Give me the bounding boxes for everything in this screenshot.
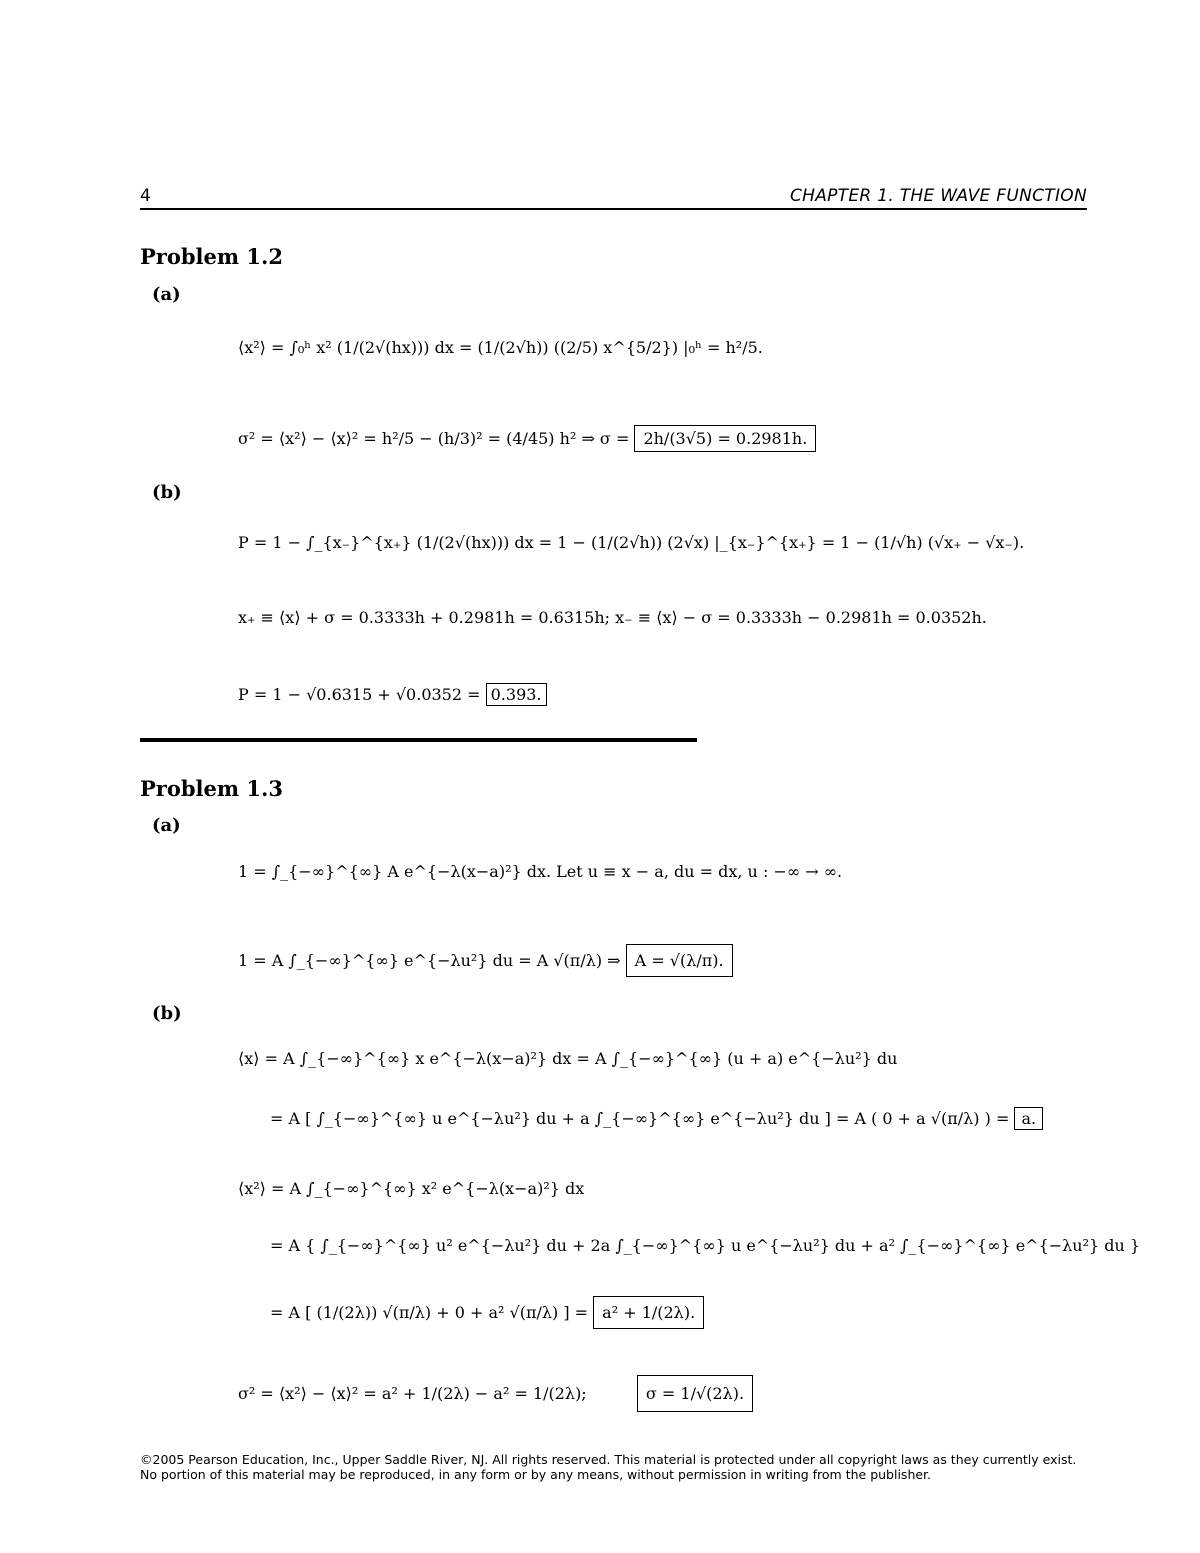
equation-1-3-b-1: ⟨x⟩ = A ∫_{−∞}^{∞} x e^{−λ(x−a)²} dx = A ∫_{−∞}^{∞} (u + a) e^{−λu²} du xyxy=(238,1049,898,1068)
answer-box-normalization: A = √(λ/π). xyxy=(626,944,733,977)
section-separator xyxy=(140,738,697,742)
copyright-footer: ©2005 Pearson Education, Inc., Upper Saddle River, NJ. All rights reserved. This material is protected under all copyright laws as they currently exist. No portion of this material may be reproduced, in any form or by any means, without permission in writing from the publisher. xyxy=(140,1452,1077,1482)
problem-1-3-part-b-label: (b) xyxy=(152,1003,182,1024)
equation-1-3-b-2 xyxy=(270,1107,1043,1130)
equation-1-3-b-6-lhs: σ² = ⟨x²⟩ − ⟨x⟩² = a² + 1/(2λ) − a² = 1/(2λ); xyxy=(238,1384,587,1403)
page-number: 4 xyxy=(140,186,151,206)
equation-1-2-b-1: P = 1 − ∫_{x₋}^{x₊} (1/(2√(hx))) dx = 1 − (1/(2√h)) (2√x) |_{x₋}^{x₊} = 1 − (1/√h) (√x₊ − √x₋). xyxy=(238,533,1025,552)
equation-1-3-b-6 xyxy=(238,1375,753,1412)
answer-box-std-dev: σ = 1/√(2λ). xyxy=(637,1375,753,1412)
answer-box-sigma: 2h/(3√5) = 0.2981h. xyxy=(634,425,816,452)
equation-1-3-b-5-lhs: = A [ (1/(2λ)) √(π/λ) + 0 + a² √(π/λ) ] = xyxy=(270,1303,589,1322)
equation-1-2-b-3 xyxy=(238,683,547,706)
equation-1-3-b-2-lhs: = A [ ∫_{−∞}^{∞} u e^{−λu²} du + a ∫_{−∞}^{∞} e^{−λu²} du ] = A ( 0 + a √(π/λ) ) = xyxy=(270,1109,1010,1128)
equation-1-2-b-3-lhs: P = 1 − √0.6315 + √0.0352 = xyxy=(238,685,481,704)
equation-1-2-a-2 xyxy=(238,425,816,452)
header-rule xyxy=(140,208,1087,210)
problem-1-2-title: Problem 1.2 xyxy=(140,244,283,269)
equation-1-3-a-2 xyxy=(238,944,733,977)
equation-1-3-b-3: ⟨x²⟩ = A ∫_{−∞}^{∞} x² e^{−λ(x−a)²} dx xyxy=(238,1179,585,1198)
chapter-title: CHAPTER 1. THE WAVE FUNCTION xyxy=(789,186,1087,206)
equation-1-2-a-1: ⟨x²⟩ = ∫₀ʰ x² (1/(2√(hx))) dx = (1/(2√h)) ((2/5) x^{5/2}) |₀ʰ = h²/5. xyxy=(238,338,763,357)
problem-1-2-part-b-label: (b) xyxy=(152,482,182,503)
answer-box-expectation-x: a. xyxy=(1014,1107,1043,1130)
problem-1-2-part-a-label: (a) xyxy=(152,284,181,305)
equation-1-2-a-2-lhs: σ² = ⟨x²⟩ − ⟨x⟩² = h²/5 − (h/3)² = (4/45) h² ⇒ σ = xyxy=(238,429,630,448)
problem-1-3-part-a-label: (a) xyxy=(152,815,181,836)
equation-1-3-a-1: 1 = ∫_{−∞}^{∞} A e^{−λ(x−a)²} dx. Let u ≡ x − a, du = dx, u : −∞ → ∞. xyxy=(238,862,843,881)
problem-1-3-title: Problem 1.3 xyxy=(140,776,283,801)
equation-1-3-b-5 xyxy=(270,1296,704,1329)
answer-box-probability: 0.393. xyxy=(486,683,547,706)
equation-1-2-b-2: x₊ ≡ ⟨x⟩ + σ = 0.3333h + 0.2981h = 0.6315h; x₋ ≡ ⟨x⟩ − σ = 0.3333h − 0.2981h = 0.0352h. xyxy=(238,608,987,627)
equation-1-3-a-2-lhs: 1 = A ∫_{−∞}^{∞} e^{−λu²} du = A √(π/λ) ⇒ xyxy=(238,951,621,970)
answer-box-expectation-x2: a² + 1/(2λ). xyxy=(593,1296,704,1329)
equation-1-3-b-4: = A { ∫_{−∞}^{∞} u² e^{−λu²} du + 2a ∫_{−∞}^{∞} u e^{−λu²} du + a² ∫_{−∞}^{∞} e^{−λu²} du } xyxy=(270,1236,1141,1255)
